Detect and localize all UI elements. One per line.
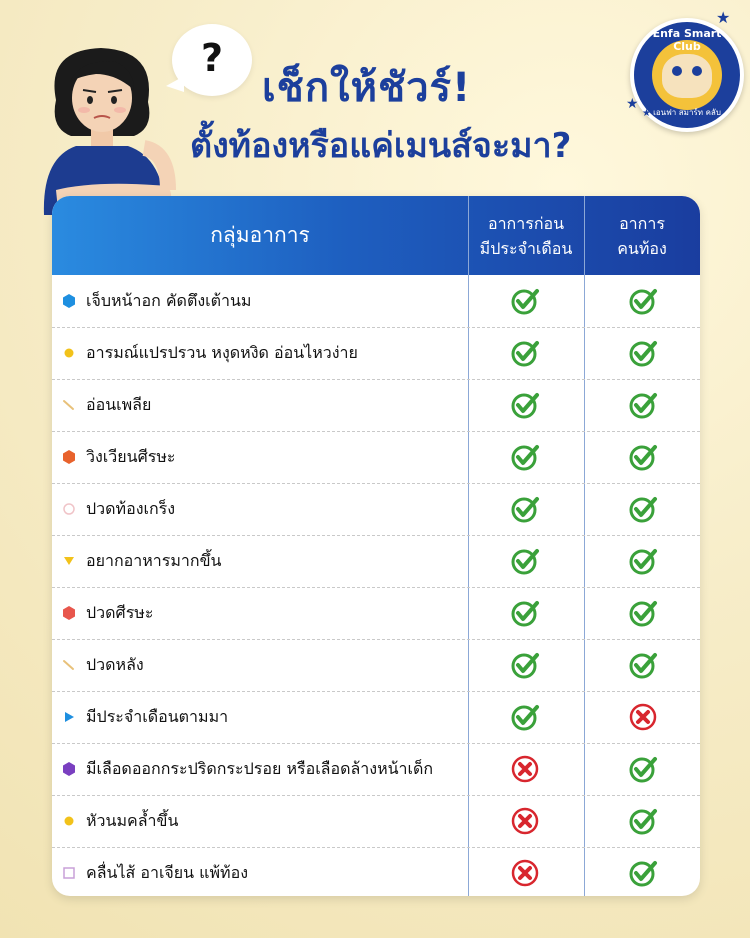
check-icon	[628, 442, 658, 472]
star-icon: ★	[716, 8, 731, 27]
symptom-label: ปวดหลัง	[86, 655, 144, 674]
cross-icon	[628, 702, 658, 732]
title-line-1: เช็กให้ชัวร์!	[262, 65, 472, 111]
logo-mascot-eye-right	[692, 66, 702, 76]
symptom-label: อารมณ์แปรปรวน หงุดหงิด อ่อนไหวง่าย	[86, 343, 358, 362]
thinking-woman-illustration	[36, 40, 186, 215]
cross-icon	[510, 754, 540, 784]
table-row	[52, 327, 700, 380]
header-pregnancy-symptoms	[584, 196, 700, 275]
header-preg-line-1: อาการ	[619, 213, 665, 233]
hexagon-bullet-icon	[60, 604, 78, 622]
symptom-label: มีเลือดออกกระปริดกระปรอย หรือเลือดล้างหน้าเด็ก	[86, 759, 434, 778]
table-row	[52, 483, 700, 536]
check-icon	[628, 494, 658, 524]
symptom-label: อยากอาหารมากขึ้น	[86, 551, 222, 570]
symptom-label: เจ็บหน้าอก คัดตึงเต้านม	[86, 291, 252, 310]
symptom-label: มีประจำเดือนตามมา	[86, 707, 229, 726]
check-icon	[628, 806, 658, 836]
table-row	[52, 743, 700, 796]
table-row	[52, 691, 700, 744]
circle-bullet-icon	[60, 344, 78, 362]
check-icon	[510, 286, 540, 316]
question-mark: ?	[200, 36, 224, 80]
check-icon	[628, 390, 658, 420]
symptom-label: อ่อนเพลีย	[86, 395, 152, 414]
star-icon: ★	[642, 108, 651, 119]
check-icon	[510, 494, 540, 524]
symptom-label: ปวดท้องเกร็ง	[86, 499, 176, 518]
table-row	[52, 431, 700, 484]
check-icon	[628, 650, 658, 680]
circle-bullet-icon	[60, 812, 78, 830]
hexagon-bullet-icon	[60, 292, 78, 310]
cross-icon	[510, 858, 540, 888]
check-icon	[510, 650, 540, 680]
play-bullet-icon	[60, 708, 78, 726]
symptom-comparison-table	[52, 196, 700, 896]
ring-bullet-icon	[60, 500, 78, 518]
table-row	[52, 639, 700, 692]
check-icon	[628, 598, 658, 628]
logo-text-bottom: เอนฟา สมาร์ท คลับ	[653, 108, 721, 117]
check-icon	[510, 598, 540, 628]
stroke-bullet-icon	[60, 656, 78, 674]
logo-mascot-eye-left	[672, 66, 682, 76]
symptom-label: วิงเวียนศีรษะ	[86, 447, 176, 466]
check-icon	[628, 338, 658, 368]
check-icon	[510, 390, 540, 420]
check-icon	[510, 702, 540, 732]
check-icon	[628, 546, 658, 576]
check-icon	[510, 442, 540, 472]
table-row	[52, 379, 700, 432]
symptom-label: ปวดศีรษะ	[86, 603, 154, 622]
header-preg-line-2: คนท้อง	[617, 238, 667, 258]
check-icon	[628, 754, 658, 784]
table-row	[52, 587, 700, 640]
symptom-label: คลื่นไส้ อาเจียน แพ้ท้อง	[86, 863, 249, 882]
check-icon	[510, 546, 540, 576]
table-row	[52, 795, 700, 848]
table-row	[52, 535, 700, 588]
logo-mascot-face	[662, 54, 712, 98]
logo-text-top: Enfa Smart Club	[652, 27, 722, 53]
stroke-bullet-icon	[60, 396, 78, 414]
table-row	[52, 275, 700, 328]
header-pms-symptoms	[468, 196, 584, 275]
symptom-label: หัวนมคล้ำขึ้น	[86, 811, 179, 830]
header-pms-line-1: อาการก่อน	[487, 213, 565, 233]
check-icon	[628, 858, 658, 888]
header-pms-line-2: มีประจำเดือน	[479, 238, 573, 258]
hexagon-bullet-icon	[60, 760, 78, 778]
square-bullet-icon	[60, 864, 78, 882]
check-icon	[510, 338, 540, 368]
hexagon-bullet-icon	[60, 448, 78, 466]
check-icon	[628, 286, 658, 316]
title-line-2: ตั้งท้องหรือแค่เมนส์จะมา?	[190, 126, 572, 166]
table-row	[52, 847, 700, 896]
star-icon: ★	[626, 96, 639, 112]
cross-icon	[510, 806, 540, 836]
header-symptom-group: กลุ่มอาการ	[210, 223, 310, 247]
triangle-bullet-icon	[60, 552, 78, 570]
